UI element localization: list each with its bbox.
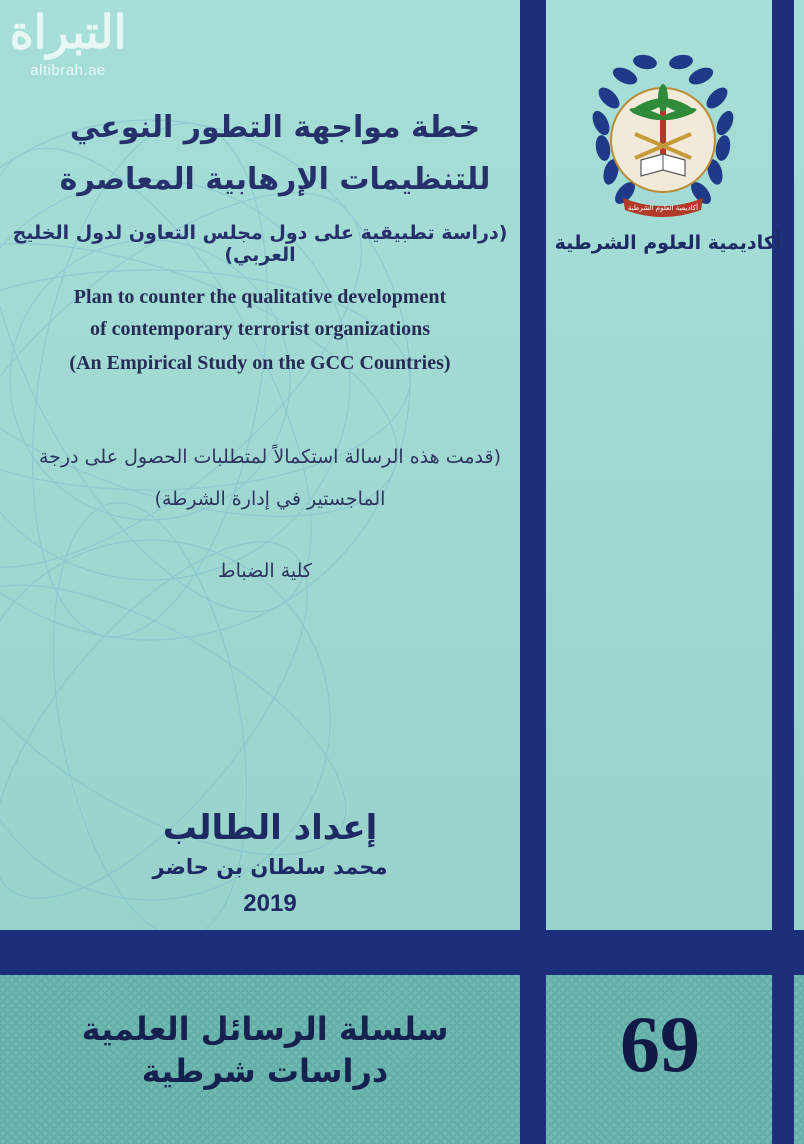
watermark-arabic: التبراة — [9, 5, 127, 59]
series-name: سلسلة الرسائل العلمية — [81, 1010, 449, 1048]
academy-name: أكاديمية العلوم الشرطية — [554, 232, 782, 254]
title-arabic-line1: خطة مواجهة التطور النوعي — [69, 110, 481, 145]
title-english-line1: Plan to counter the qualitative development — [73, 286, 447, 308]
series-number: 69 — [620, 1001, 700, 1089]
emblem-ring-text: أكاديمية العلوم الشرطية — [627, 204, 699, 212]
site-watermark — [8, 2, 128, 102]
watermark-latin: altibrah.ae — [30, 62, 106, 79]
student-name: محمد سلطان بن حاضر — [152, 855, 388, 879]
college-name: كلية الضباط — [218, 560, 312, 582]
prepared-by-label: إعداد الطالب — [162, 808, 378, 848]
series-subtitle: دراسات شرطية — [141, 1052, 389, 1090]
vertical-bar-left-bottom — [520, 975, 546, 1144]
vertical-bar-right-bottom — [772, 975, 794, 1144]
title-english-line3: (An Empirical Study on the GCC Countries) — [69, 352, 451, 374]
title-arabic-line2: للتنظيمات الإرهابية المعاصرة — [59, 162, 491, 197]
thesis-note-line1: (قدمت هذه الرسالة استكمالاً لمتطلبات الحصول على درجة — [38, 446, 502, 468]
thesis-note-line2: الماجستير في إدارة الشرطة) — [154, 488, 386, 510]
publication-year: 2019 — [243, 890, 297, 917]
academy-emblem-icon — [583, 48, 743, 228]
title-english-line2: of contemporary terrorist organizations — [89, 318, 431, 340]
horizontal-bar — [0, 930, 804, 975]
subtitle-arabic: (دراسة تطبيقية على دول مجلس التعاون لدول الخليج العربي) — [12, 222, 508, 266]
